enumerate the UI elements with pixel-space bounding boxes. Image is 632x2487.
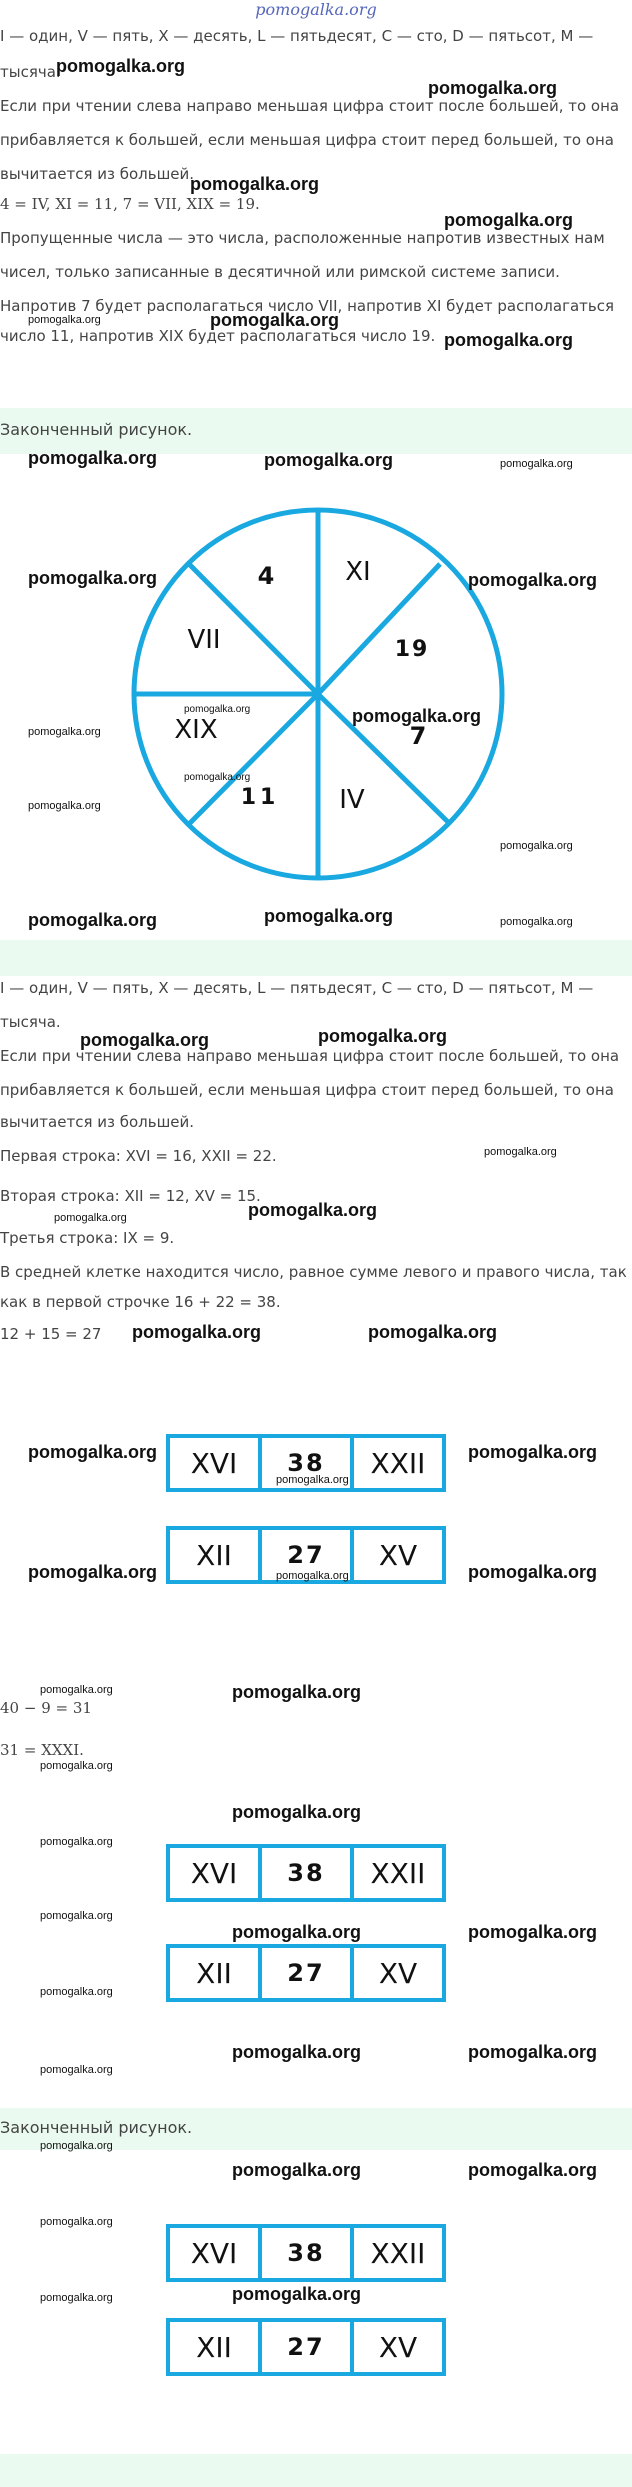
band-label: Законченный рисунок.	[0, 420, 193, 439]
text-line: Если при чтении слева направо меньшая цифра стоит после большей, то она	[0, 1047, 620, 1065]
watermark: pomogalka.org	[468, 2042, 598, 2062]
sector-label: 11	[240, 785, 280, 810]
grid-cell: XVI	[166, 2224, 262, 2282]
grid-cell: XXII	[350, 2224, 446, 2282]
watermark: pomogalka.org	[484, 1146, 557, 1158]
circle-diagram	[0, 454, 632, 934]
watermark: pomogalka.org	[132, 1322, 262, 1342]
watermark: pomogalka.org	[500, 840, 573, 852]
watermark: pomogalka.org	[28, 800, 101, 812]
watermark: pomogalka.org	[40, 1910, 113, 1922]
watermark: pomogalka.org	[28, 910, 158, 930]
text-line: Если при чтении слева направо меньшая цифра стоит после большей, то она	[0, 97, 620, 115]
text-line: Первая строка: XVI = 16, XXII = 22.	[0, 1147, 277, 1165]
watermark: pomogalka.org	[28, 568, 158, 588]
watermark: pomogalka.org	[232, 1682, 362, 1702]
watermark: pomogalka.org	[248, 1200, 378, 1220]
text-line: вычитается из большей.	[0, 1113, 195, 1131]
watermark: pomogalka.org	[444, 210, 574, 230]
band-separator	[0, 940, 632, 976]
grid-cell: XVI	[166, 1434, 262, 1492]
watermark: pomogalka.org	[40, 2140, 113, 2152]
grid-cell: 38	[258, 1844, 354, 1902]
watermark: pomogalka.org	[468, 1562, 598, 1582]
watermark: pomogalka.org	[468, 1442, 598, 1462]
grid-cell: XV	[350, 1526, 446, 1584]
grid-cell: 27	[258, 1944, 354, 2002]
sector-label: XI	[345, 557, 371, 587]
math-line: 40 − 9 = 31	[0, 1699, 92, 1717]
watermark: pomogalka.org	[352, 706, 482, 726]
grid-cell: XII	[166, 1526, 262, 1584]
watermark: pomogalka.org	[190, 174, 320, 194]
grid-cell: XII	[166, 1944, 262, 2002]
sector-label: VII	[187, 625, 221, 655]
text-line: В средней клетке находится число, равное сумме левого и правого числа, так	[0, 1263, 627, 1281]
grid-cell: XXII	[350, 1434, 446, 1492]
text-line: Вторая строка: XII = 12, XV = 15.	[0, 1187, 261, 1205]
watermark: pomogalka.org	[28, 314, 101, 326]
watermark: pomogalka.org	[40, 1986, 113, 1998]
sector-label: 7	[409, 722, 427, 750]
watermark: pomogalka.org	[184, 772, 251, 783]
divider-line	[318, 564, 440, 694]
watermark: pomogalka.org	[232, 1922, 362, 1942]
math-line: 31 = XXXI.	[0, 1741, 84, 1759]
watermark: pomogalka.org	[40, 1836, 113, 1848]
watermark: pomogalka.org	[80, 1030, 210, 1050]
sector-label: IV	[339, 785, 365, 815]
watermark: pomogalka.org	[500, 458, 573, 470]
text-line: Напротив 7 будет располагаться число VII, напротив XI будет располагаться	[0, 297, 615, 315]
watermark: pomogalka.org	[40, 2216, 113, 2228]
watermark: pomogalka.org	[232, 1802, 362, 1822]
site-header-watermark: pomogalka.org	[255, 0, 377, 19]
band-label: Законченный рисунок.	[0, 2118, 193, 2137]
sector-label: XIX	[174, 715, 218, 745]
watermark: pomogalka.org	[276, 1474, 349, 1486]
text-line: вычитается из большей.	[0, 165, 195, 183]
grid-cell: 27	[258, 2318, 354, 2376]
watermark: pomogalka.org	[264, 450, 394, 470]
watermark: pomogalka.org	[500, 916, 573, 928]
grid-cell: 27	[258, 1526, 354, 1584]
band-separator	[0, 2454, 632, 2487]
sector-label: 4	[257, 562, 275, 590]
grid-cell: XV	[350, 1944, 446, 2002]
grid-cell: XVI	[166, 1844, 262, 1902]
text-line: Пропущенные числа — это числа, расположенные напротив известных нам	[0, 229, 605, 247]
grid-cell: 38	[258, 1434, 354, 1492]
text-line: 12 + 15 = 27	[0, 1325, 102, 1343]
watermark: pomogalka.org	[276, 1570, 349, 1582]
watermark: pomogalka.org	[40, 2292, 113, 2304]
watermark: pomogalka.org	[232, 2284, 362, 2304]
watermark: pomogalka.org	[444, 330, 574, 350]
watermark: pomogalka.org	[210, 310, 340, 330]
watermark: pomogalka.org	[232, 2042, 362, 2062]
text-line: I — один, V — пять, X — десять, L — пятьдесят, C — сто, D — пятьсот, M —	[0, 979, 594, 997]
watermark: pomogalka.org	[28, 448, 158, 468]
text-line: как в первой строчке 16 + 22 = 38.	[0, 1293, 281, 1311]
watermark: pomogalka.org	[184, 704, 251, 715]
watermark: pomogalka.org	[28, 1562, 158, 1582]
text-line: прибавляется к большей, если меньшая цифра стоит перед большей, то она	[0, 131, 614, 149]
watermark: pomogalka.org	[232, 2160, 362, 2180]
watermark: pomogalka.org	[264, 906, 394, 926]
watermark: pomogalka.org	[468, 570, 598, 590]
watermark: pomogalka.org	[28, 726, 101, 738]
watermark: pomogalka.org	[40, 1760, 113, 1772]
watermark: pomogalka.org	[40, 1684, 113, 1696]
watermark: pomogalka.org	[54, 1212, 127, 1224]
text-line: тысяча.	[0, 63, 61, 81]
text-line: чисел, только записанные в десятичной или римской системе записи.	[0, 263, 560, 281]
watermark: pomogalka.org	[318, 1026, 448, 1046]
watermark: pomogalka.org	[28, 1442, 158, 1462]
watermark: pomogalka.org	[368, 1322, 498, 1342]
grid-cell: XXII	[350, 1844, 446, 1902]
text-line: Третья строка: IX = 9.	[0, 1229, 175, 1247]
watermark: pomogalka.org	[40, 2064, 113, 2076]
watermark: pomogalka.org	[468, 2160, 598, 2180]
math-line: 4 = IV, XI = 11, 7 = VII, XIX = 19.	[0, 195, 260, 213]
text-line: прибавляется к большей, если меньшая цифра стоит перед большей, то она	[0, 1081, 614, 1099]
sector-label: 19	[394, 637, 430, 662]
text-line: I — один, V — пять, X — десять, L — пятьдесят, C — сто, D — пятьсот, M —	[0, 27, 594, 45]
grid-cell: 38	[258, 2224, 354, 2282]
text-line: число 11, напротив XIX будет располагаться число 19.	[0, 327, 436, 345]
grid-cell: XII	[166, 2318, 262, 2376]
watermark: pomogalka.org	[468, 1922, 598, 1942]
watermark: pomogalka.org	[428, 78, 558, 98]
grid-cell: XV	[350, 2318, 446, 2376]
watermark: pomogalka.org	[56, 56, 186, 76]
text-line: тысяча.	[0, 1013, 61, 1031]
